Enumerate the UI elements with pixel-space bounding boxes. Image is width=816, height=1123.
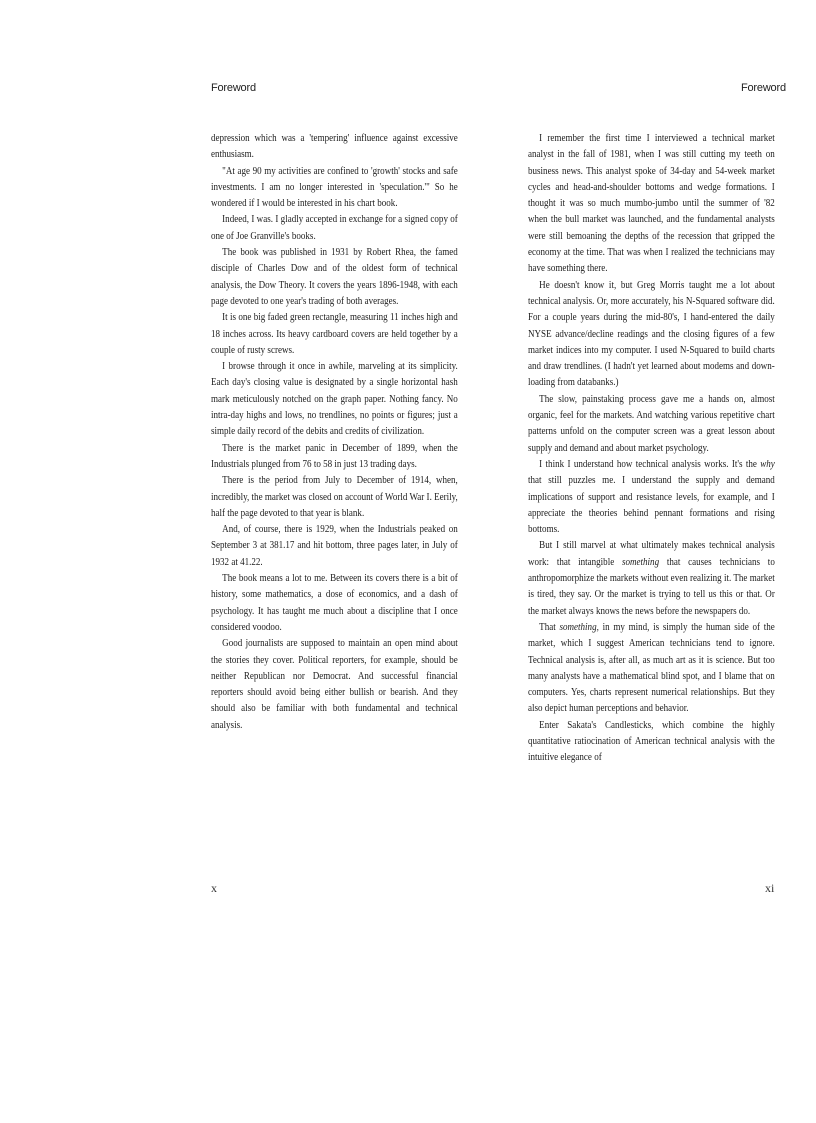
page-number-left: x bbox=[211, 881, 217, 895]
text-run: But I still marvel at what ultimately makes technical analysis work: that intangible bbox=[528, 540, 775, 568]
text-run: that still puzzles me. I understand the supply and demand implications of support and resistance levels, for example, and I appreciate the theories behind pennant formations and rising bottoms. bbox=[528, 475, 775, 536]
emphasis-text: something bbox=[621, 556, 660, 568]
paragraph bbox=[528, 457, 775, 538]
paragraph: I remember the first time I interviewed a technical market analyst in the fall of 1981, when I was still cutting my teeth on business news. This analyst spoke of 34-day and 54-week market cycles and head-and-shoulder bottoms and wedge formations. I thought it was so much mumbo-jumbo until the summer of '82 when the bull market was launched, and the fundamental analysts were still bemoaning the depths of the recession that gripped the economy at the time. That was when I realized the technicians may have something there. bbox=[528, 133, 775, 275]
emphasis-text: something, bbox=[559, 621, 599, 633]
text-run: I think I understand how technical analysis works. It's the bbox=[539, 458, 761, 470]
text-run: That bbox=[539, 621, 560, 633]
paragraph: There is the period from July to December of 1914, when, incredibly, the market was closed on account of World War I. Eerily, half the page devoted to that year is blank. bbox=[211, 475, 458, 519]
paragraph: depression which was a 'tempering' influence against excessive enthusiasm. bbox=[211, 133, 458, 161]
running-header-right: Foreword bbox=[741, 82, 786, 94]
paragraph bbox=[528, 620, 775, 718]
paragraph: The slow, painstaking process gave me a hands on, almost organic, feel for the markets. And watching various repetitive chart patterns unfold on the computer screen was a great lesson about supply and demand and about market psychology. bbox=[528, 393, 775, 454]
paragraph: And, of course, there is 1929, when the Industrials peaked on September 3 at 381.17 and hit bottom, three pages later, in July of 1932 at 41.22. bbox=[211, 524, 458, 568]
emphasis-text: why bbox=[760, 458, 775, 470]
page-number-right: xi bbox=[765, 881, 775, 895]
paragraph: Indeed, I was. I gladly accepted in exchange for a signed copy of one of Joe Granville's books. bbox=[211, 214, 458, 242]
paragraph: I browse through it once in awhile, marveling at its simplicity. Each day's closing value is designated by a single horizontal hash mark meticulously notched on the graph paper. Nothing fancy. No intra-day highs and lows, no trendlines, no points or figures; just a simple daily record of the debits and credits of civilization. bbox=[211, 361, 458, 438]
text-run: in my mind, is simply the human side of the market, which I suggest American technicians tend to ignore. Technical analysis is, after all, as much art as it is science. But too many analysts have a mathematical blind spot, and I blame that on computers. Yes, charts represent numerical relationships. But they also depict human perceptions and behavior. bbox=[528, 621, 775, 715]
paragraph: Good journalists are supposed to maintain an open mind about the stories they cover. Political reporters, for example, should be neither Republican nor Democrat. And successful financial reporters should avoid being either bullish or bearish. And they should also be familiar with both fundamental and technical analysis. bbox=[211, 638, 458, 731]
paragraph: The book means a lot to me. Between its covers there is a bit of history, some mathematics, a dose of economics, and a dash of psychology. It has taught me much about a discipline that I once considered voodoo. bbox=[211, 573, 458, 633]
paragraph: There is the market panic in December of 1899, when the Industrials plunged from 76 to 58 in just 13 trading days. bbox=[211, 442, 458, 470]
running-header-left: Foreword bbox=[211, 82, 256, 94]
paragraph: Enter Sakata's Candlesticks, which combine the highly quantitative ratiocination of American technical analysis with the intuitive elegance of bbox=[528, 719, 775, 764]
paragraph: It is one big faded green rectangle, measuring 11 inches high and 18 inches across. Its heavy cardboard covers are held together by a couple of rusty screws. bbox=[211, 312, 458, 356]
paragraph: He doesn't know it, but Greg Morris taught me a lot about technical analysis. Or, more accurately, his N-Squared software did. For a couple years during the mid-80's, I hand-entered the daily NYSE advance/decline readings and the closing figures of a few market indices into my computer. I used N-Squared to build charts and draw trendlines. (I hadn't yet learned about modems and down-loading from databanks.) bbox=[528, 279, 775, 389]
paragraph: "At age 90 my activities are confined to 'growth' stocks and safe investments. I am no longer interested in 'speculation.'" So he wondered if I would be interested in his chart book. bbox=[211, 165, 458, 210]
paragraph bbox=[528, 538, 775, 619]
right-page-text-column bbox=[528, 131, 775, 767]
paragraph: The book was published in 1931 by Robert Rhea, the famed disciple of Charles Dow and of the oldest form of technical analysis, the Dow Theory. It covers the years 1896-1948, with each page devoted to one year's trading of both averages. bbox=[211, 247, 458, 307]
left-page-text-column bbox=[211, 131, 458, 734]
text-run: that causes technicians to anthropomorphize the markets without even realizing it. The market is tired, they say. Or the market is trying to tell us this or that. Or the market always knows the news before the newspapers do. bbox=[528, 556, 775, 617]
